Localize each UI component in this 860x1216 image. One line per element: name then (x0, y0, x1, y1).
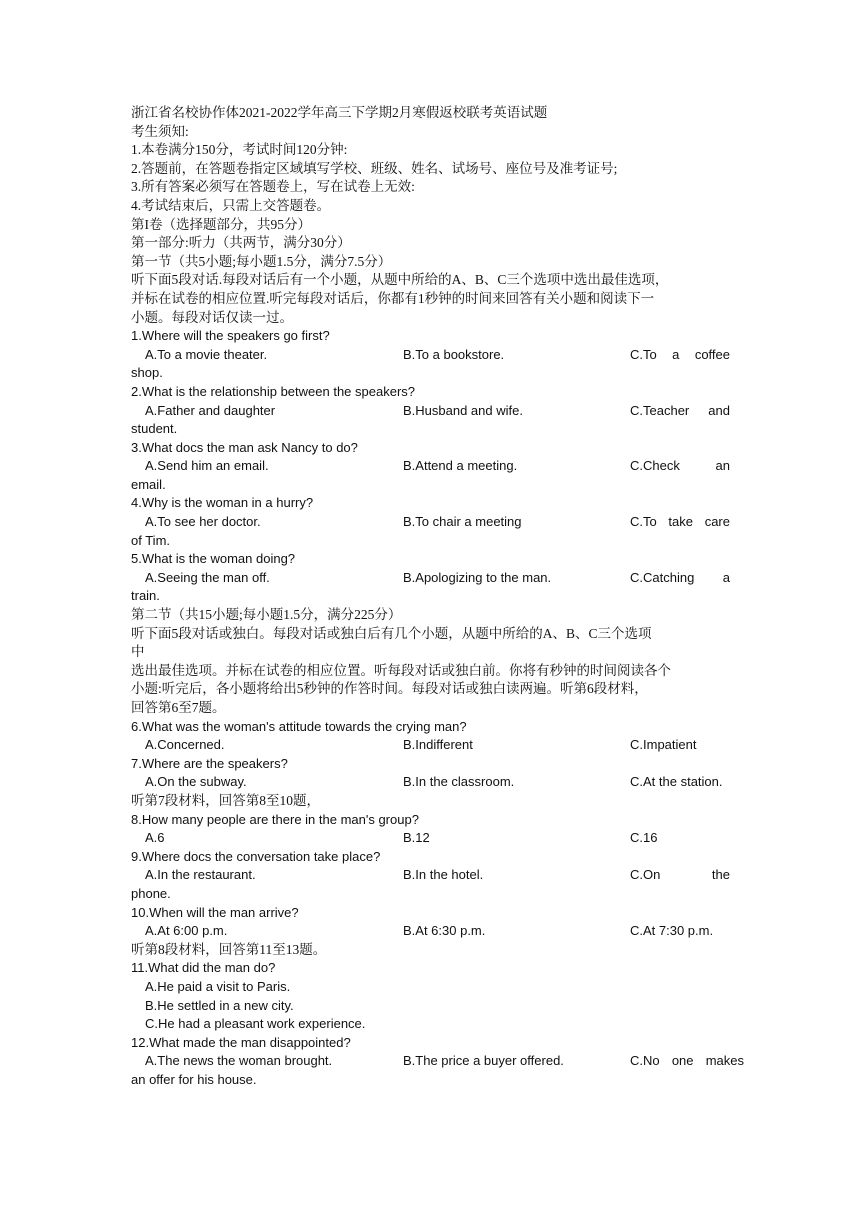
option-c-word: the (711, 867, 730, 883)
option-a: A.Father and daughter (145, 402, 276, 418)
option-b: B.In the hotel. (403, 867, 484, 883)
listening-instruction: 听第8段材料，回答第11至13题。 (131, 941, 327, 957)
option-b: B.Attend a meeting. (403, 458, 518, 474)
option-c (630, 569, 730, 588)
option-b: B.The price a buyer offered. (403, 1053, 564, 1069)
question-options (131, 736, 731, 755)
option-b: B.Apologizing to the man. (403, 569, 552, 585)
question-stem: 10.When will the man arrive? (131, 904, 299, 920)
option-c-word: an (715, 458, 730, 474)
question-options (131, 773, 731, 792)
option-b: B.To chair a meeting (403, 514, 522, 530)
option-a: A.At 6:00 p.m. (145, 923, 228, 939)
option-c-word: coffee (694, 346, 730, 362)
exam-page (131, 104, 744, 1089)
question-stem: 4.Why is the woman in a hurry? (131, 495, 314, 511)
instruction-line: 听下面5段对话或独白。每段对话或独白后有几个小题，从题中所给的A、B、C三个选项 (131, 625, 652, 641)
option-c-word: makes (705, 1053, 744, 1069)
question-options (131, 829, 731, 848)
instruction-line: 小题。每段对话仅读一过。 (131, 309, 293, 325)
notice-item: 2.答题前，在答题卷指定区域填写学校、班级、姓名、试场号、座位号及准考证号; (131, 160, 618, 176)
option-c: C.He had a pleasant work experience. (145, 1016, 366, 1032)
option-c-word: C.To (630, 346, 657, 362)
option-a: A.To a movie theater. (145, 346, 268, 362)
option-continuation: of Tim. (131, 532, 171, 548)
question-stem: 8.How many people are there in the man's group? (131, 811, 419, 827)
notice-item: 3.所有答案必须写在答题卷上，写在试卷上无效: (131, 179, 415, 195)
instruction-line: 并标在试卷的相应位置.听完每段对话后，你都有1秒钟的时间来回答有关小题和阅读下一 (131, 290, 655, 306)
section-heading: 第二节（共15小题;每小题1.5分，满分225分） (131, 607, 402, 623)
option-c-word: C.Catching (630, 569, 695, 585)
option-a: A.In the restaurant. (145, 867, 256, 883)
option-a: A.Seeing the man off. (145, 569, 270, 585)
question-options (131, 569, 731, 588)
option-b: B.12 (403, 830, 430, 846)
notice-item: 4.考试结束后，只需上交答题卷。 (131, 197, 331, 213)
option-b: B.At 6:30 p.m. (403, 923, 486, 939)
instruction-line: 中 (131, 644, 145, 660)
instruction-line: 回答第6至7题。 (131, 700, 226, 715)
listening-instruction: 听第7段材料，回答第8至10题， (131, 792, 320, 808)
option-c (630, 402, 730, 421)
question-options (131, 866, 731, 885)
instruction-line: 听下面5段对话.每段对话后有一个小题，从题中所给的A、B、C三个选项中选出最佳选项， (131, 272, 669, 288)
question-stem: 11.What did the man do? (131, 960, 276, 976)
section-heading: 第一节（共5小题;每小题1.5分，满分7.5分） (131, 253, 392, 269)
question-stem: 1.Where will the speakers go first? (131, 328, 330, 344)
question-stem: 7.Where are the speakers? (131, 755, 288, 771)
question-stem: 9.Where docs the conversation take place? (131, 848, 381, 864)
option-c: C.At 7:30 p.m. (630, 923, 714, 939)
question-options (131, 922, 731, 941)
option-a: A.The news the woman brought. (145, 1053, 333, 1069)
option-c-word: take (668, 514, 693, 530)
option-c-word: C.Check (630, 458, 680, 474)
option-c-word: a (722, 569, 730, 585)
option-c: C.Impatient (630, 737, 697, 753)
option-c (630, 1052, 744, 1071)
option-continuation: an offer for his house. (131, 1071, 257, 1087)
question-options (131, 402, 731, 421)
option-c-word: C.No (630, 1053, 660, 1069)
option-c (630, 866, 730, 885)
option-c-word: one (671, 1053, 694, 1069)
option-c-word: a (672, 346, 680, 362)
option-c-word: and (708, 402, 730, 418)
instruction-line: 小题:听完后，各小题将给出5秒钟的作答时间。每段对话或独白读两遍。听第6段材料， (131, 681, 648, 697)
question-options (131, 1052, 744, 1071)
question-stem: 5.What is the woman doing? (131, 551, 296, 567)
option-c-word: C.Teacher (630, 402, 690, 418)
volume-heading: 第I卷（选择题部分，共95分） (131, 216, 311, 232)
option-continuation: phone. (131, 885, 171, 901)
question-stem: 2.What is the relationship between the speakers? (131, 383, 416, 399)
option-a: A.To see her doctor. (145, 514, 261, 530)
option-b: B.He settled in a new city. (145, 997, 294, 1013)
question-options (131, 457, 731, 476)
option-b: B.Husband and wife. (403, 402, 523, 418)
option-c (630, 513, 730, 532)
option-a: A.Concerned. (145, 737, 225, 753)
option-a: A.On the subway. (145, 774, 247, 790)
option-b: B.Indifferent (403, 737, 473, 753)
option-c (630, 346, 730, 365)
question-stem: 6.What was the woman's attitude towards the crying man? (131, 718, 467, 734)
option-c-word: care (704, 514, 730, 530)
question-options (131, 513, 731, 532)
instruction-line: 选出最佳选项。并标在试卷的相应位置。听每段对话或独白前。你将有秒钟的时间阅读各个 (131, 662, 671, 678)
option-continuation: train. (131, 588, 160, 604)
question-options (131, 346, 731, 365)
option-c (630, 457, 730, 476)
option-a: A.Send him an email. (145, 458, 269, 474)
option-continuation: shop. (131, 365, 163, 381)
option-continuation: email. (131, 476, 166, 492)
question-stem: 3.What docs the man ask Nancy to do? (131, 439, 358, 455)
option-b: B.In the classroom. (403, 774, 515, 790)
notice-header: 考生须知: (131, 123, 189, 139)
question-stem: 12.What made the man disappointed? (131, 1034, 351, 1050)
option-c-word: C.On (630, 867, 661, 883)
option-b: B.To a bookstore. (403, 346, 505, 362)
option-c-word: C.To (630, 514, 657, 530)
option-c: C.At the station. (630, 774, 723, 790)
part-heading: 第一部分:听力（共两节，满分30分） (131, 235, 351, 251)
option-continuation: student. (131, 421, 178, 437)
option-a: A.6 (145, 830, 165, 846)
exam-title: 浙江省名校协作体2021-2022学年高三下学期2月寒假返校联考英语试题 (131, 105, 548, 120)
option-c: C.16 (630, 830, 658, 846)
option-a: A.He paid a visit to Paris. (145, 978, 291, 994)
notice-item: 1.本卷满分150分，考试时间120分钟: (131, 142, 348, 158)
